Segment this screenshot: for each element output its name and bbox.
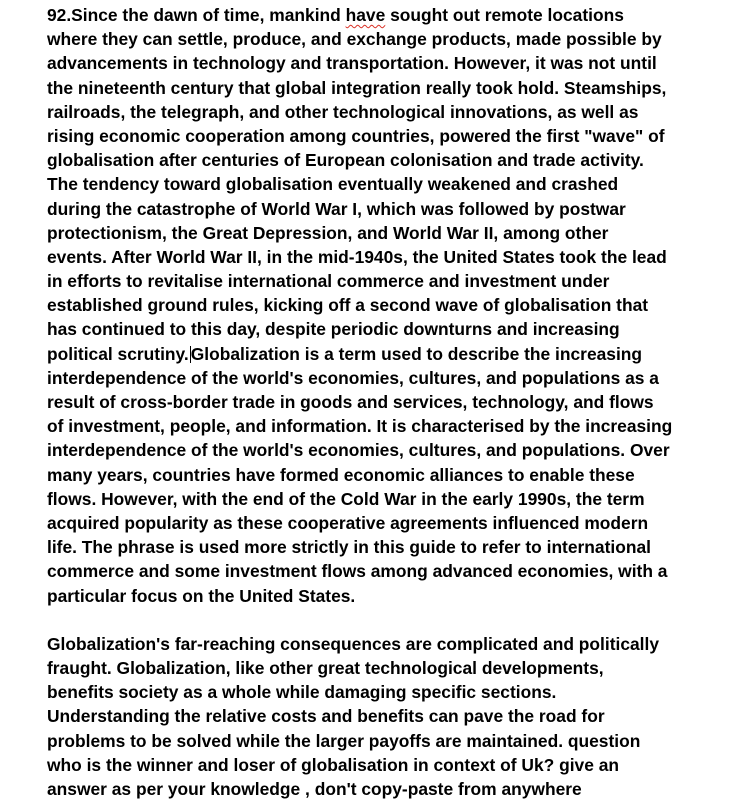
text-line: the nineteenth century that global integration really took hold. Steamships,: [47, 77, 667, 98]
text-line: has continued to this day, despite periodic downturns and increasing: [47, 319, 620, 340]
text-line: fraught. Globalization, like other great technological developments,: [47, 658, 604, 679]
text-segment: Globalization is a term used to describe the increasing: [190, 343, 643, 364]
text-line: interdependence of the world's economies, cultures, and populations as a: [47, 367, 659, 388]
text-line: commerce and some investment flows among advanced economies, with a: [47, 561, 668, 582]
text-segment: political scrutiny.: [47, 343, 189, 364]
spellcheck-flagged-word[interactable]: have: [345, 5, 386, 25]
text-line: globalisation after centuries of European colonisation and trade activity.: [47, 150, 644, 171]
text-line: answer as per your knowledge , don't copy-paste from anywhere: [47, 779, 582, 799]
text-line: Understanding the relative costs and benefits can pave the road for: [47, 706, 605, 727]
text-line: [47, 3, 747, 27]
text-line: events. After World War II, in the mid-1940s, the United States took the lead: [47, 246, 667, 267]
text-line: railroads, the telegraph, and other technological innovations, as well as: [47, 101, 639, 122]
text-line: particular focus on the United States.: [47, 585, 356, 606]
text-segment: 92.Since the dawn of time, mankind: [47, 5, 346, 25]
text-line: advancements in technology and transportation. However, it was not until: [47, 53, 657, 74]
text-line: Globalization's far-reaching consequences are complicated and politically: [47, 633, 660, 654]
text-line: acquired popularity as these cooperative agreements influenced modern: [47, 512, 649, 533]
text-line: who is the winner and loser of globalisation in context of Uk? give an: [47, 754, 620, 775]
text-line: The tendency toward globalisation eventually weakened and crashed: [47, 174, 619, 195]
text-line: interdependence of the world's economies, cultures, and populations. Over: [47, 440, 670, 461]
text-line: many years, countries have formed economic alliances to enable these: [47, 464, 635, 485]
text-line: of investment, people, and information. It is characterised by the increasing: [47, 416, 673, 437]
text-segment: sought out remote locations: [385, 5, 624, 25]
text-line: protectionism, the Great Depression, and World War II, among other: [47, 222, 609, 243]
text-line: life. The phrase is used more strictly in this guide to refer to international: [47, 537, 651, 558]
text-line: rising economic cooperation among countries, powered the first "wave" of: [47, 125, 665, 146]
paragraph-spacer: [47, 608, 747, 632]
text-line: result of cross-border trade in goods and services, technology, and flows: [47, 392, 654, 412]
text-line: during the catastrophe of World War I, which was followed by postwar: [47, 198, 626, 219]
text-line: established ground rules, kicking off a second wave of globalisation that: [47, 295, 649, 316]
text-line: in efforts to revitalise international commerce and investment under: [47, 271, 610, 292]
paragraph-2: [47, 632, 747, 801]
text-line: flows. However, with the end of the Cold War in the early 1990s, the term: [47, 488, 645, 509]
text-line: benefits society as a whole while damaging specific sections.: [47, 682, 557, 703]
text-line: where they can settle, produce, and exchange products, made possible by: [47, 29, 662, 50]
text-line: problems to be solved while the larger payoffs are maintained. question: [47, 730, 641, 751]
document-body[interactable]: [47, 3, 747, 801]
text-line: [47, 342, 747, 366]
paragraph-1: [47, 3, 747, 608]
